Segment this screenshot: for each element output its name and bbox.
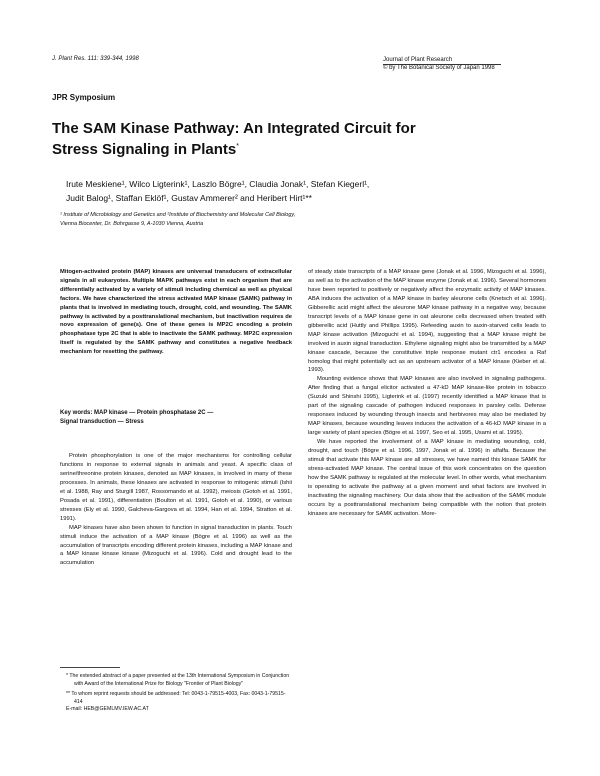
- title-footnote-mark: *: [236, 143, 239, 150]
- paper-title: [52, 120, 482, 159]
- header-rule: [383, 64, 501, 65]
- section-label: JPR Symposium: [52, 93, 116, 102]
- footnote-symposium: * The extended abstract of a paper presented at the 13th International Symposium in Conjunction with Award of the International Prize for Biology "Frontier of Plant Biology": [66, 673, 290, 687]
- journal-reference: J. Plant Res. 111: 339-344, 1998: [52, 56, 139, 62]
- affiliations: [60, 211, 530, 229]
- affiliation-line-1: ¹ Institute of Microbiology and Genetics and ²Institute of Biochemistry and Molecular Cell Biology,: [60, 212, 296, 218]
- title-line-2: Stress Signaling in Plants*: [52, 141, 239, 158]
- affiliation-line-2: Vienna Biocenter, Dr. Bohrgasse 9, A-1030 Vienna, Austria: [60, 221, 204, 227]
- footnotes: [60, 673, 292, 714]
- body-paragraph: of steady state transcripts of a MAP kinase gene (Jonak et al. 1996, Mizoguchi et al. 1996), as well as to the activation of the MAP kinase enzyme (Jonak et al. 1996). Several hormones have been reported to positively or negatively affect the enzymatic activity of MAP kinases. ABA induces the activation of a MAP kinase in barley aleurone cells (Knetsch et al. 1996). Gibberellic acid might affect the aleurone MAP kinase pathway in a negative way, because transcript levels of a MAP kinase gene in oat aleurone cells decreased when treated with gibberellic acid (Huttly and Phillips 1995). Refeeding auxin to auxin-starved cells leads to MAP kinase activation (Mizoguchi et al. 1994), suggesting that a MAP kinase might be involved in auxin signal transduction. Ethylene signaling might also be transmitted by a MAP kinase cascade, because the constitutive triple response mutant ctr1 encodes a Raf homolog that might potentially act as an upstream activator of a MAP kinase (Kieber et al. 1993).: [308, 269, 547, 374]
- right-column-body: [308, 268, 546, 519]
- authors-line-1: Irute Meskiene¹, Wilco Ligterink¹, Laszlo Bögre¹, Claudia Jonak¹, Stefan Kiegerl¹,: [66, 179, 370, 189]
- left-column-body: [60, 452, 292, 568]
- body-paragraph: Protein phosphorylation is one of the major mechanisms for controlling cellular functions in response to external signals in animals and yeast. A specific class of serine/threonine protein kinases, denoted as MAP kinases, is involved in many of these processes. In animals, these kinases are activated in response to mitogenic stimuli (Ishii et al. 1988, Ray and Sturgill 1987, Rossomando et al. 1992), meiosis (Gotoh et al. 1991, Posada et al. 1991), differentiation (Boulton et al. 1991, Gotoh et al. 1990), or various stresses (Ely et al. 1990, Galcheva-Gargova et al. 1994, Han et al. 1994, Stratton et al. 1991).: [60, 453, 292, 522]
- keywords: [60, 409, 292, 427]
- footnote-rule: [60, 667, 120, 668]
- body-paragraph: We have reported the involvement of a MAP kinase in mediating wounding, cold, drought, and touch (Bögre et al. 1996, 1997, Jonak et al. 1996) in alfalfa. Because the stimuli that activate this MAP kinase are all stresses, we have named this kinase SAMK for stress-activated MAP kinase. The central issue of this work concentrates on the question how the SAMK pathway is regulated at the molecular level. In other words, what mechanism is operating to activate the pathway at a given moment and what factors are involved in inactivating the signaling machinery. Our data show that the activation of the SAMK module occurs by a posttranslational mechanism being compatible with the notion that protein kinases are necessary for SAMK activation. More-: [308, 439, 546, 517]
- keywords-line-1: Key words: MAP kinase — Protein phosphatase 2C —: [60, 410, 214, 416]
- body-paragraph: Mounting evidence shows that MAP kinases are also involved in signaling pathogens. After finding that a fungal elicitor activated a 47-kD MAP kinase-like protein in tobacco (Suzuki and Shinshi 1995), Ligterink et al. (1997) recently identified a MAP kinase that is part of the signaling cascade of pathogen induced responses in parsley cells. Defense responses induced by wounding through insects and herbivores may also be mediated by MAP kinases, because wounding leaves induces the activation of a 46-kD MAP kinase in a large variety of plant species (Bögre et al. 1997, Seo et al. 1995, Usami et al. 1995).: [308, 376, 546, 437]
- author-list: [66, 177, 546, 205]
- authors-line-2: Judit Balog¹, Staffan Eklöf¹, Gustav Ammerer² and Heribert Hirt¹**: [66, 193, 312, 203]
- abstract: Mitogen-activated protein (MAP) kinases are universal transducers of extracellular signals in all eukaryotes. Multiple MAPK pathways exist in each organism that are differentially activated by a variety of stimuli including chemical as well as physical factors. We have characterized the stress activated MAP kinase (SAMK) pathway in plants that is involved in mediating touch, drought, cold, and wounding. The SAMK pathway is activated by a posttranslational mechanism, but inactivation requires de novo expression of gene(s). One of these genes is MP2C encoding a protein phosphatase type 2C that is able to inactivate the SAMK pathway. MP2C expression itself is regulated by the SAMK pathway and constitutes a negative feedback mechanism for resetting the pathway.: [60, 269, 292, 356]
- journal-name: Journal of Plant Research: [383, 57, 453, 63]
- keywords-line-2: Signal transduction — Stress: [60, 419, 144, 425]
- copyright-notice: © by The Botanical Society of Japan 1998: [383, 65, 495, 71]
- footnote-correspondence: ** To whom reprint requests should be addressed: Tel: 0043-1-79515-4003, Fax: 0043-1-79515-414: [66, 691, 286, 705]
- footnote-email: E-mail: HEB@GEMLMV.IEW.AC.AT: [66, 706, 149, 712]
- body-paragraph: MAP kinases have also been shown to function in signal transduction in plants. Touch stimuli induce the activation of a MAP kinase (Bögre et al. 1996) as well as the accumulation of transcripts encoding different protein kinases, including a MAP kinase and a MAP kinase kinase kinase (Mizoguchi et al. 1996). Cold and drought lead to the accumulation: [60, 524, 292, 567]
- title-line-1: The SAM Kinase Pathway: An Integrated Circuit for: [52, 120, 416, 137]
